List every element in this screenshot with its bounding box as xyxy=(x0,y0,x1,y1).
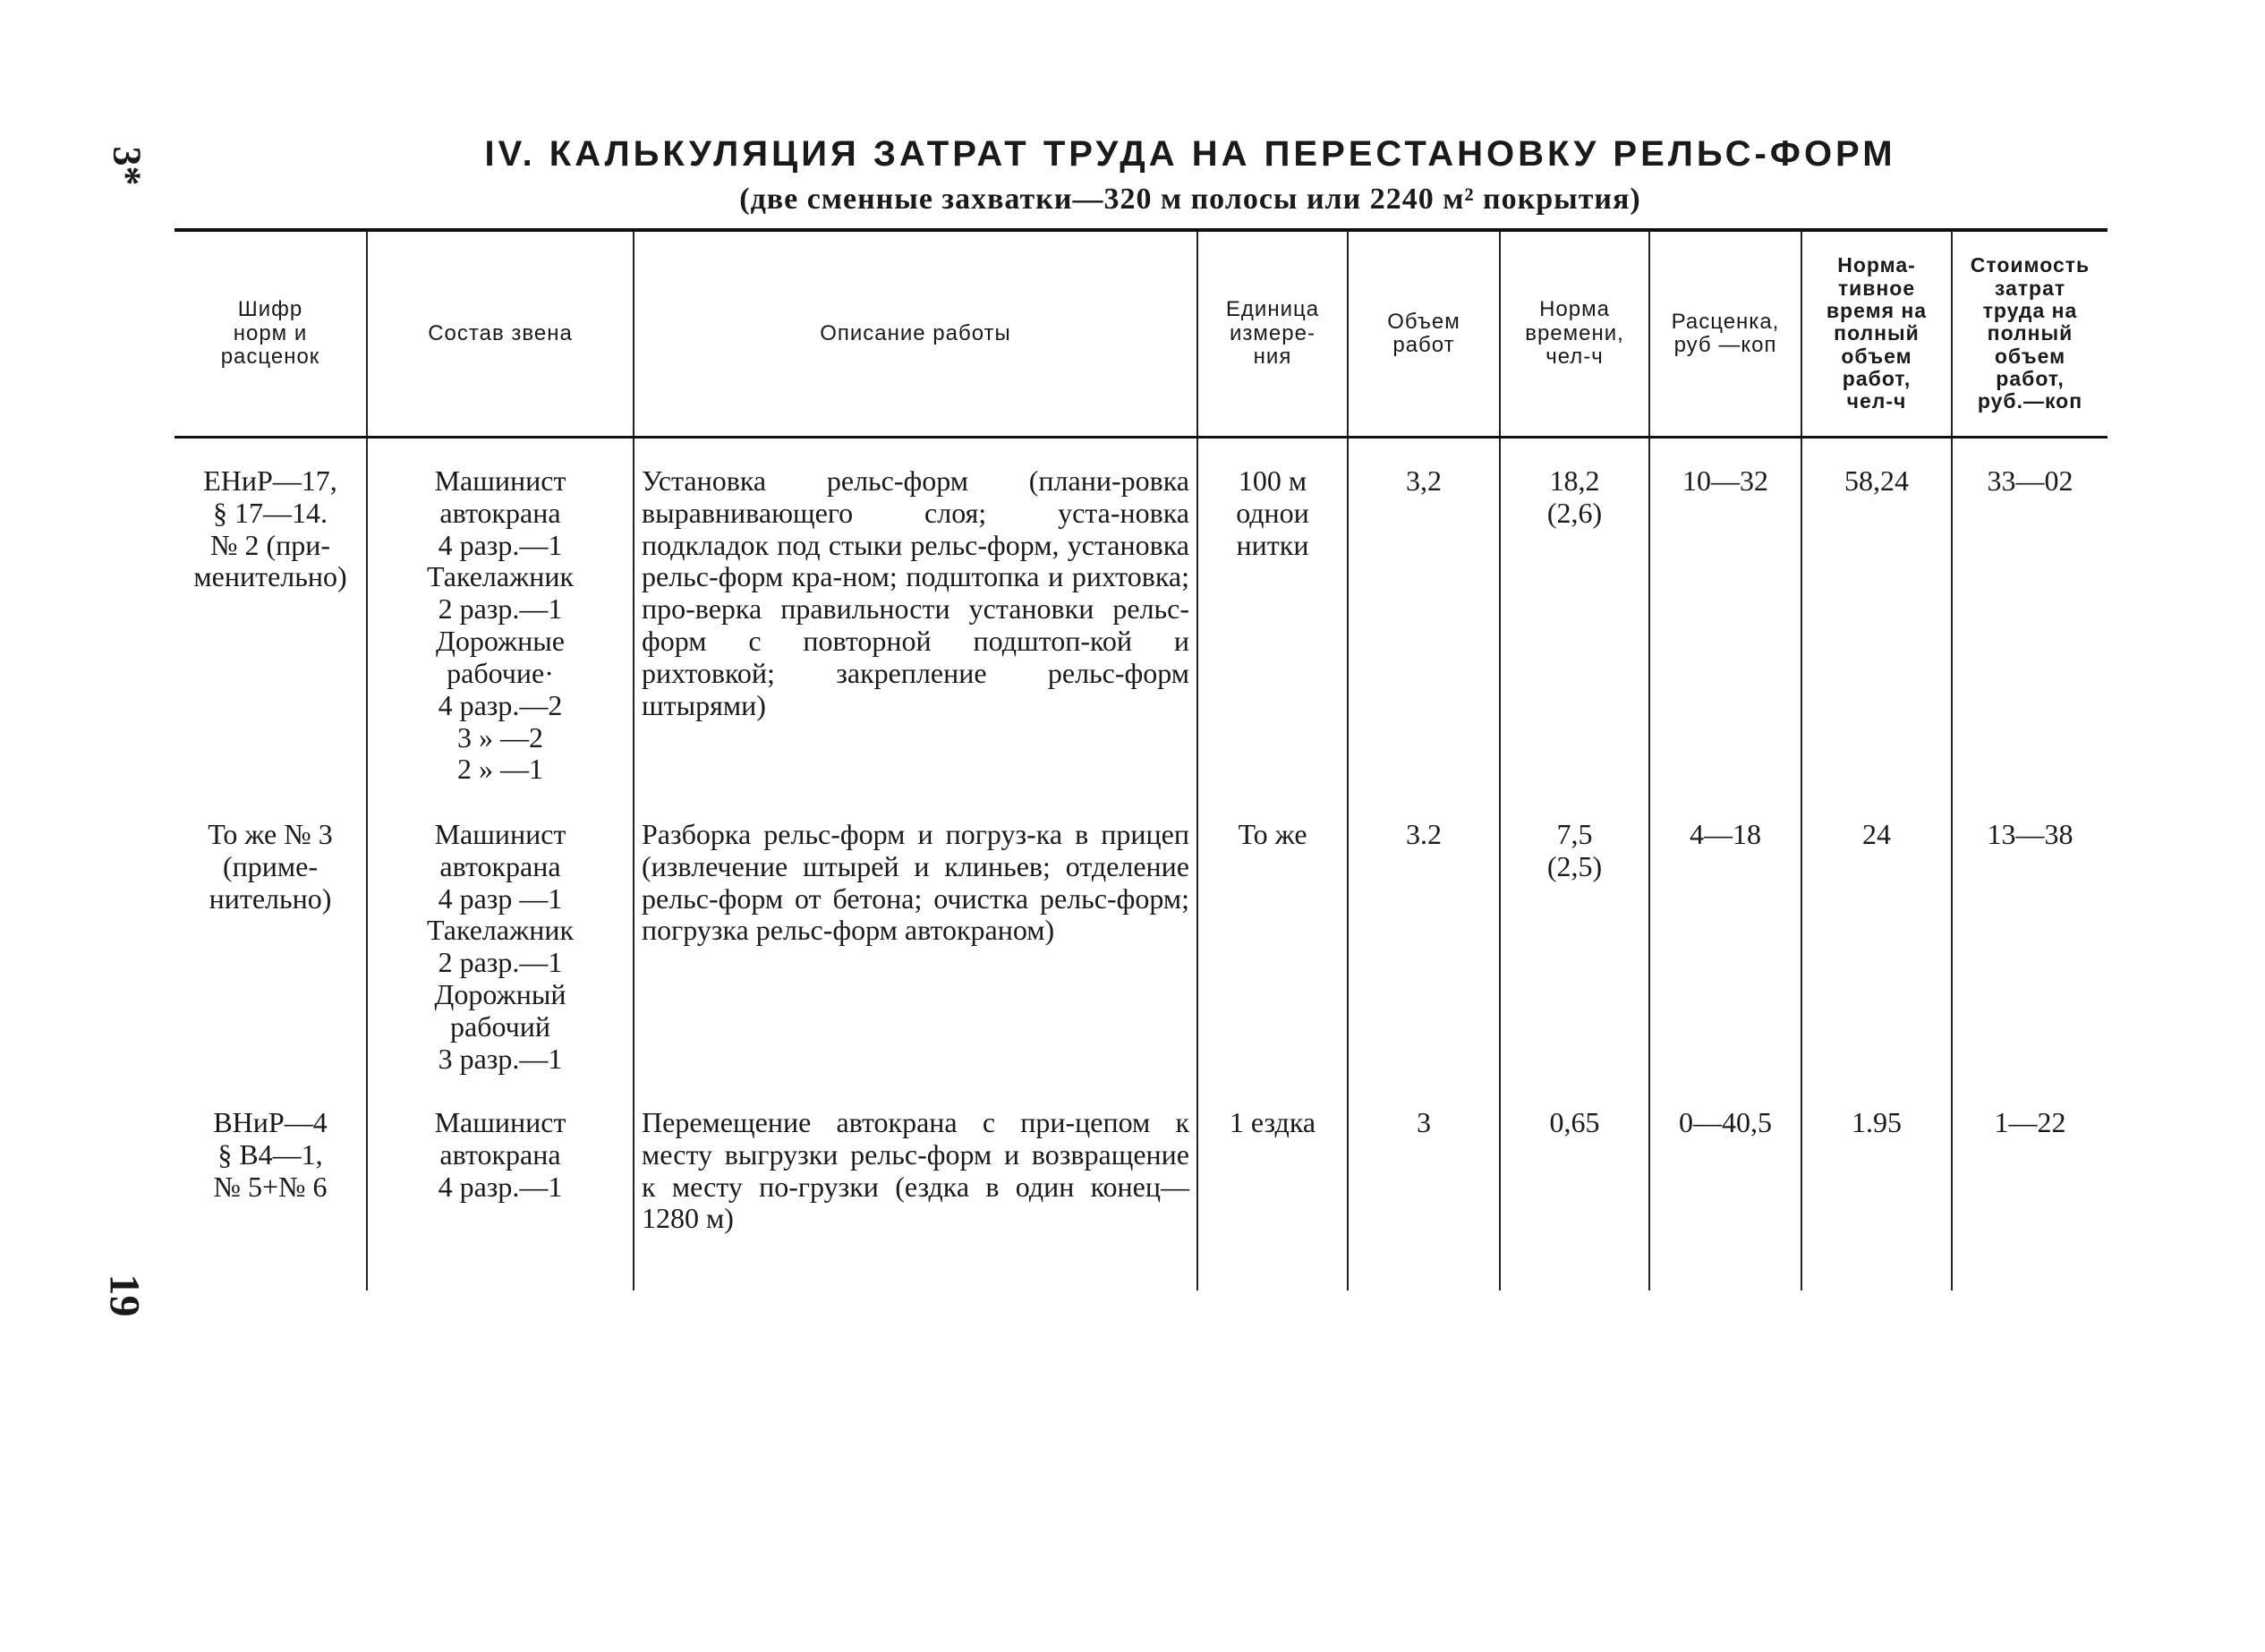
cell-description: Перемещение автокрана с при-цепом к месту выгрузки рельс-форм и возвращение к месту по-грузки (ездка в один конец—1280 м) xyxy=(634,1107,1197,1290)
table-row xyxy=(175,819,2107,1107)
cell-unit: 1 ездка xyxy=(1197,1107,1348,1290)
col-header-total-time: Норма- тивное время на полный объем работ, чел-ч xyxy=(1801,230,1952,438)
cell-description: Разборка рельс-форм и погруз-ка в прицеп (извлечение штырей и клиньев; отделение рельс-форм от бетона; очистка рельс-форм; погрузка рельс-форм автокраном) xyxy=(634,819,1197,1107)
table-header-row xyxy=(175,230,2107,438)
cell-total-time: 24 xyxy=(1801,819,1952,1107)
corner-mark: 3* xyxy=(105,146,149,186)
col-header-crew: Состав звена xyxy=(367,230,634,438)
cell-crew: Машинист автокрана 4 разр —1 Такелажник 2 разр.—1 Дорожный рабочий 3 разр.—1 xyxy=(367,819,634,1107)
cell-rate: 10—32 xyxy=(1649,438,1801,820)
cell-rate: 4—18 xyxy=(1649,819,1801,1107)
cell-unit: То же xyxy=(1197,819,1348,1107)
col-header-unit: Единица измере- ния xyxy=(1197,230,1348,438)
page-number: 19 xyxy=(100,1273,149,1317)
cell-norm-time: 7,5 (2,5) xyxy=(1500,819,1649,1107)
cell-total-cost: 1—22 xyxy=(1952,1107,2107,1290)
cell-total-time: 1.95 xyxy=(1801,1107,1952,1290)
col-header-total-cost: Стоимость затрат труда на полный объем работ, руб.—коп xyxy=(1952,230,2107,438)
col-header-description: Описание работы xyxy=(634,230,1197,438)
cell-code: ЕНиР—17, § 17—14. № 2 (при- менительно) xyxy=(193,464,347,593)
cell-volume: 3.2 xyxy=(1348,819,1500,1107)
table-row xyxy=(175,1107,2107,1290)
cell-volume: 3,2 xyxy=(1348,438,1500,820)
cell-volume: 3 xyxy=(1348,1107,1500,1290)
cell-total-time: 58,24 xyxy=(1801,438,1952,820)
page-subtitle: (две сменные захватки—320 м полосы или 2240 м² покрытия) xyxy=(739,183,1641,216)
cell-crew: Машинист автокрана 4 разр.—1 Такелажник 2 разр.—1 Дорожные рабочие· 4 разр.—2 3 » —2 2 » —1 xyxy=(367,438,634,820)
col-header-code: Шифр норм и расценок xyxy=(175,230,367,438)
col-header-norm-time: Норма времени, чел-ч xyxy=(1500,230,1649,438)
col-header-volume: Объем работ xyxy=(1348,230,1500,438)
cell-unit: 100 м однои нитки xyxy=(1197,438,1348,820)
col-header-rate: Расценка, руб —коп xyxy=(1649,230,1801,438)
cell-norm-time: 0,65 xyxy=(1500,1107,1649,1290)
cell-norm-time: 18,2 (2,6) xyxy=(1500,438,1649,820)
page-title: IV. КАЛЬКУЛЯЦИЯ ЗАТРАТ ТРУДА НА ПЕРЕСТАНОВКУ РЕЛЬС-ФОРМ xyxy=(484,134,1896,174)
cell-total-cost: 33—02 xyxy=(1952,438,2107,820)
cell-rate: 0—40,5 xyxy=(1649,1107,1801,1290)
cell-code: ВНиР—4 § В4—1, № 5+№ 6 xyxy=(213,1106,328,1203)
cell-crew: Машинист автокрана 4 разр.—1 xyxy=(367,1107,634,1290)
cell-total-cost: 13—38 xyxy=(1952,819,2107,1107)
labor-cost-table xyxy=(175,228,2107,1290)
cell-code: То же № 3 (приме- нительно) xyxy=(208,818,333,915)
cell-description: Установка рельс-форм (плани-ровка выравнивающего слоя; уста-новка подкладок под стыки рельс-форм, установка рельс-форм кра-ном; подштопка и рихтовка; про-верка правильности установки рельс-форм с повторной подштоп-кой и рихтовкой; закрепление рельс-форм штырями) xyxy=(634,438,1197,820)
table-row xyxy=(175,438,2107,820)
